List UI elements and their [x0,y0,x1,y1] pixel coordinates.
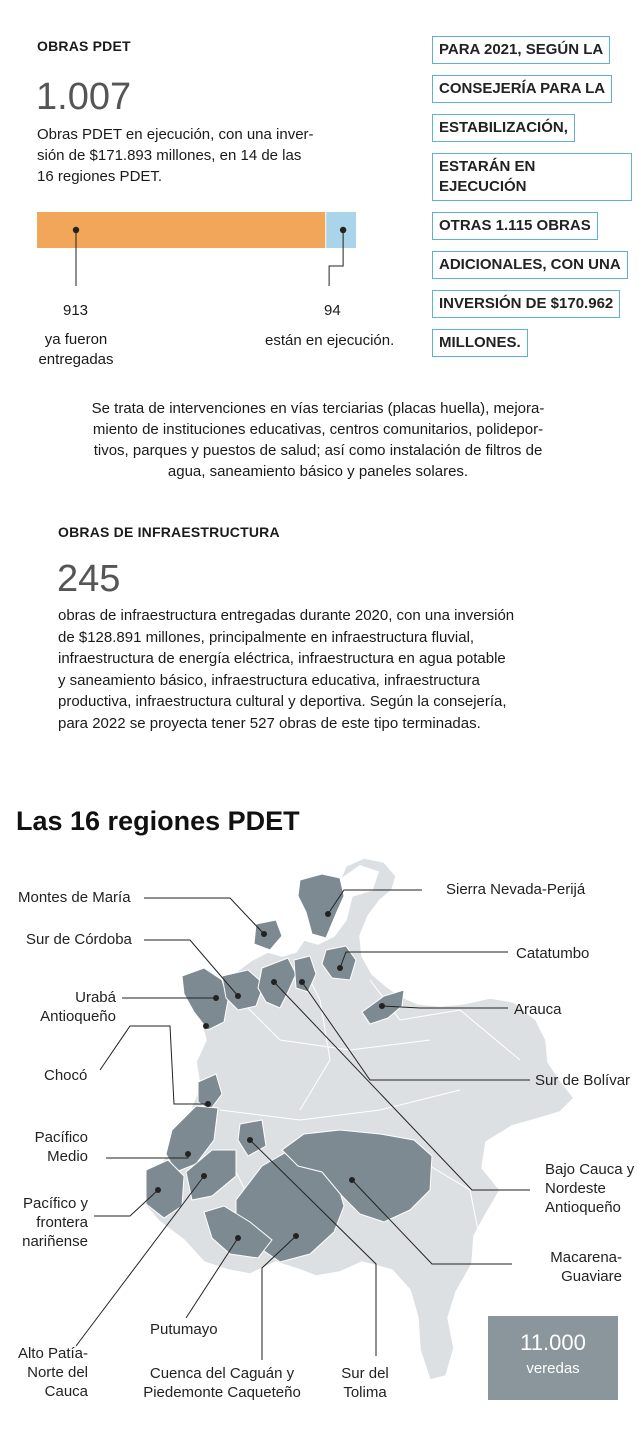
dot-choco [205,1101,211,1107]
dot-arauca [379,1003,385,1009]
delivered-label-line: ya fueron [44,331,108,348]
dot-sierra-nevada [325,911,331,917]
callout-line: INVERSIÓN DE $170.962 [432,290,620,318]
label-sur-de-bolivar: Sur de Bolívar [535,1072,631,1089]
label-line: Tolima [343,1384,387,1401]
interventions-line: agua, saneamiento básico y paneles solares. [167,463,469,480]
obras-pdet-number: 1.007 [36,76,132,118]
infra-line: productiva, infraestructura cultural y deportiva. Según la consejería, [58,693,507,710]
dot-sur-bolivar [299,979,305,985]
label-line: Antioqueño [545,1199,621,1216]
label-line: Piedemonte Caqueteño [143,1384,301,1401]
dot-uraba [213,995,219,1001]
callout-line: ESTARÁN EN EJECUCIÓN [432,153,632,201]
label-pacifico-medio [8,1128,88,1166]
dot-putumayo [235,1235,241,1241]
label-line: Macarena- [550,1249,622,1266]
callout-line: OTRAS 1.115 OBRAS [432,212,598,240]
label-line: Norte del [27,1364,88,1381]
dot-catatumbo [337,965,343,971]
executing-label: están en ejecución. [265,332,395,349]
infraestructura-number: 245 [57,558,121,600]
label-putumayo: Putumayo [150,1321,218,1338]
infra-line: obras de infraestructura entregadas durante 2020, con una inversión [58,607,515,624]
dot-caguan [293,1233,299,1239]
label-caguan [130,1364,314,1402]
label-bajo-cauca [545,1160,634,1217]
label-pacifico-frontera [6,1194,88,1251]
dot-bajo-cauca [271,979,277,985]
callout-line: ESTABILIZACIÓN, [432,114,575,142]
dot-pacifico-medio [185,1151,191,1157]
leader-choco [100,1026,208,1104]
label-line: Sur del [341,1365,389,1382]
delivered-label-line: entregadas [38,351,114,368]
veredas-label: veredas [526,1360,580,1377]
interventions-line: tivos, parques y puestos de salud; así como instalación de filtros de [93,442,543,459]
callout-line: CONSEJERÍA PARA LA [432,75,612,103]
label-line: frontera [36,1214,88,1231]
label-sur-de-cordoba: Sur de Córdoba [26,931,132,948]
label-sierra-nevada: Sierra Nevada-Perijá [446,881,586,898]
infra-line: para 2022 se proyecta tener 527 obras de este tipo terminadas. [58,714,481,732]
region-sierra-nevada [298,874,344,938]
label-uraba [8,988,116,1026]
label-montes-de-maria: Montes de María [18,889,131,906]
label-line: Urabá [75,989,116,1006]
infra-line: y saneamiento básico, infraestructura educativa, infraestructura [58,671,480,689]
desc-line: sión de $171.893 millones, en 14 de las [37,147,302,164]
dot-sur-cordoba [235,993,241,999]
label-line: nariñense [22,1233,88,1250]
interventions-line: miento de instituciones educativas, centros comunitarios, polidepor- [92,421,544,438]
desc-line: Obras PDET en ejecución, con una inver- [37,126,314,143]
infra-line: de $128.891 millones, principalmente en infraestructura fluvial, [58,628,475,646]
dot-alto-patia [201,1173,207,1179]
delivered-value: 913 [63,302,89,319]
callout-line: PARA 2021, SEGÚN LA [432,36,610,64]
callout-line: ADICIONALES, CON UNA [432,251,628,279]
label-alto-patia [4,1344,88,1401]
label-line: Medio [47,1148,88,1165]
executing-value: 94 [324,302,341,319]
dot-pacifico-frontera [155,1187,161,1193]
dot-sur-tolima [247,1137,253,1143]
veredas-box [488,1316,618,1400]
dot-montes-de-maria [261,931,267,937]
label-line: Cauca [44,1383,88,1400]
label-line: Nordeste [545,1180,606,1197]
label-line: Cuenca del Caguán y [149,1365,295,1382]
veredas-number: 11.000 [520,1330,586,1355]
leader-montes-de-maria [144,898,264,934]
dot-macarena [349,1177,355,1183]
callout-line: MILLONES. [432,329,528,357]
label-catatumbo: Catatumbo [516,945,590,962]
label-line: Antioqueño [40,1008,116,1025]
label-macarena [506,1248,622,1286]
label-line: Pacífico y [22,1195,88,1212]
interventions-line: Se trata de intervenciones en vías terciarias (placas huella), mejora- [91,400,545,417]
desc-line: 16 regiones PDET. [37,168,163,185]
infra-line: infraestructura de energía eléctrica, infraestructura en agua potable [58,650,506,667]
label-line: Alto Patía- [17,1345,88,1362]
label-sur-tolima [330,1364,400,1402]
map-title: Las 16 regiones PDET [16,806,300,836]
label-arauca: Arauca [514,1001,562,1018]
label-line: Pacífico [34,1129,88,1146]
label-choco: Chocó [44,1067,88,1084]
dot-uraba-2 [203,1023,209,1029]
region-montes-de-maria [254,920,282,950]
label-line: Bajo Cauca y [545,1161,635,1178]
infraestructura-heading: OBRAS DE INFRAESTRUCTURA [58,524,280,540]
region-uraba [182,968,228,1030]
obras-pdet-heading: OBRAS PDET [37,38,131,54]
label-line: Guaviare [561,1268,622,1285]
